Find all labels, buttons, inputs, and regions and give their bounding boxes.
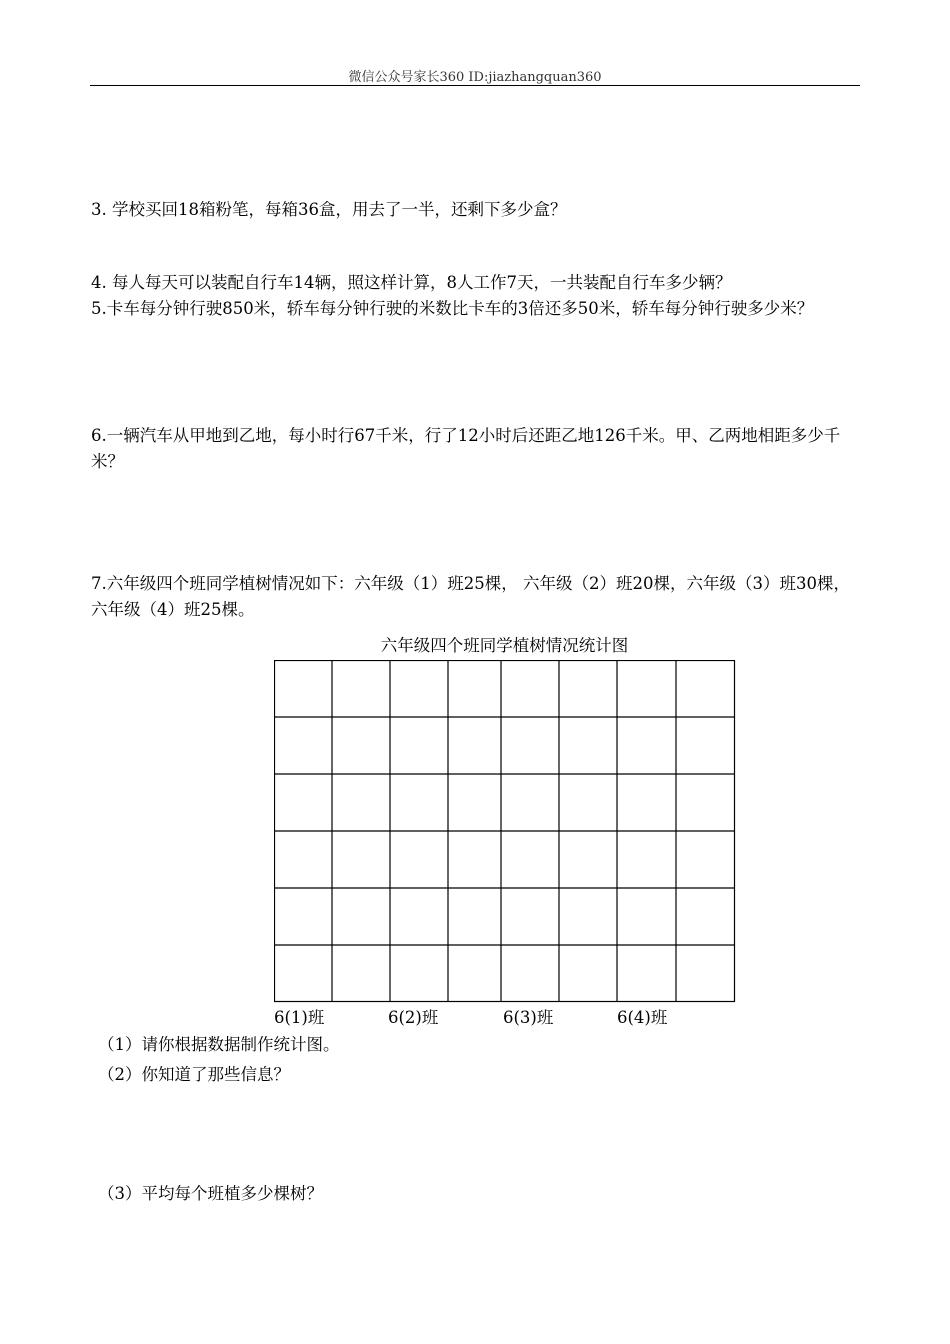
question-3: 3. 学校买回18箱粉笔，每箱36盒，用去了一半，还剩下多少盒？ — [91, 200, 567, 219]
chart-title: 六年级四个班同学植树情况统计图 — [380, 636, 629, 655]
question-5: 5.卡车每分钟行驶850米，轿车每分钟行驶的米数比卡车的3倍还多50米，轿车每分钟行驶多少米？ — [91, 299, 814, 318]
subquestion-3: （3）平均每个班植多少棵树？ — [98, 1184, 323, 1203]
header-rule — [90, 85, 860, 86]
x-label-class-3: 6(3)班 — [503, 1008, 554, 1027]
question-7: 7.六年级四个班同学植树情况如下：六年级（1）班25棵， 六年级（2）班20棵，六年级（3）班30棵，六年级（4）班25棵。 — [91, 574, 850, 619]
x-label-class-2: 6(2)班 — [388, 1008, 439, 1027]
question-4: 4. 每人每天可以装配自行车14辆，照这样计算，8人工作7天，一共装配自行车多少辆？ — [91, 273, 732, 292]
x-label-class-1: 6(1)班 — [274, 1008, 325, 1027]
page-header: 微信公众号家长360 ID:jiazhangquan360 — [348, 70, 602, 85]
blank-chart-grid — [274, 660, 736, 1003]
x-label-class-4: 6(4)班 — [617, 1008, 668, 1027]
question-6: 6.一辆汽车从甲地到乙地，每小时行67千米，行了12小时后还距乙地126千米。甲、乙两地相距多少千米？ — [91, 426, 841, 471]
subquestion-1: （1）请你根据数据制作统计图。 — [98, 1035, 340, 1054]
subquestion-2: （2）你知道了那些信息？ — [98, 1065, 290, 1084]
